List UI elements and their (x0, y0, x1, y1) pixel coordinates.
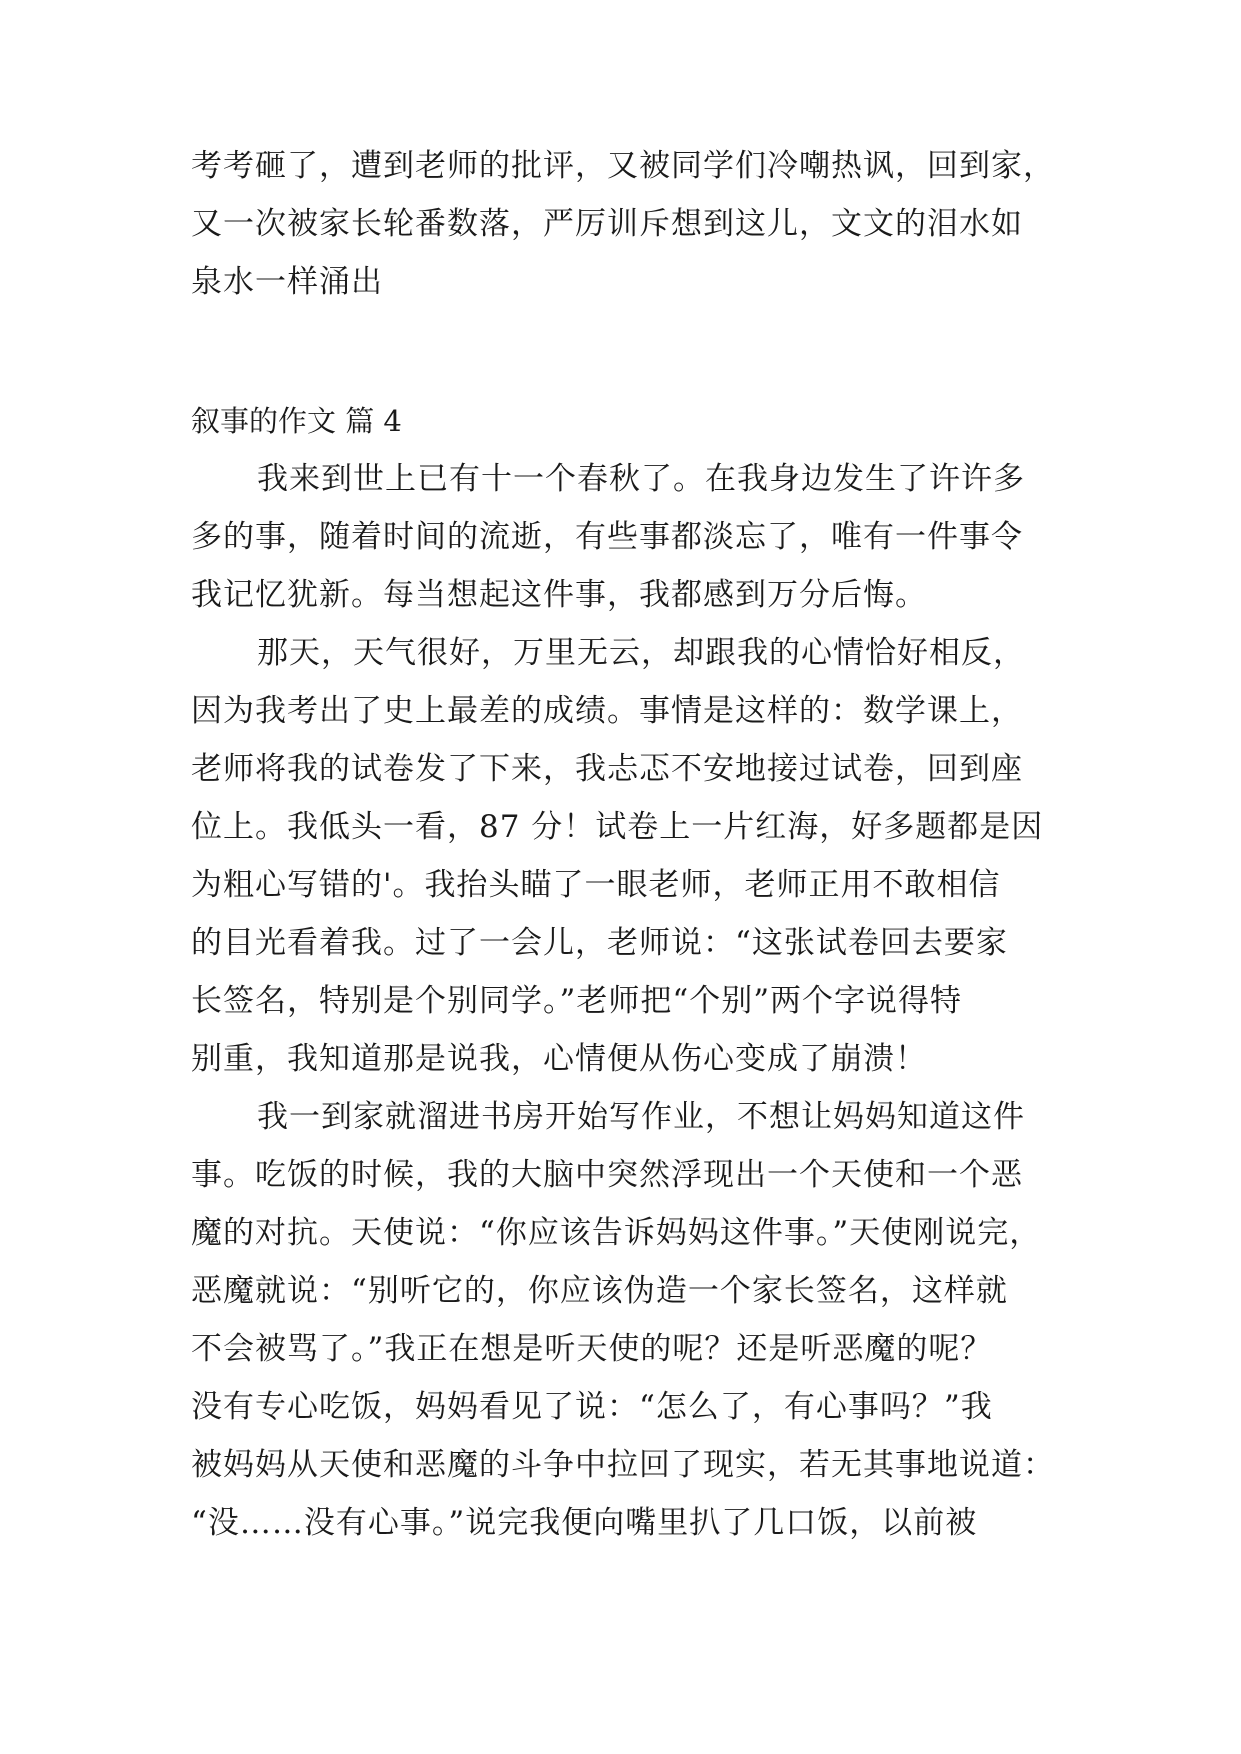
text-line: 为粗心写错的'。我抬头瞄了一眼老师，老师正用不敢相信 (191, 867, 1001, 903)
text-line: 我记忆犹新。每当想起这件事，我都感到万分后悔。 (191, 577, 927, 613)
text-line: 位上。我低头一看，87 分！试卷上一片红海，好多题都是因 (191, 809, 1044, 845)
text-line: 老师将我的试卷发了下来，我忐忑不安地接过试卷，回到座 (191, 751, 1023, 787)
paragraph-2 (191, 624, 1071, 1088)
text-line: 魔的对抗。天使说：“你应该告诉妈妈这件事。”天使刚说完， (191, 1215, 1042, 1251)
text-line: 考考砸了，遭到老师的批评，又被同学们冷嘲热讽，回到家， (191, 148, 1055, 184)
text-line: “没……没有心事。”说完我便向嘴里扒了几口饭，以前被 (191, 1505, 978, 1541)
text-line: 恶魔就说：“别听它的，你应该伪造一个家长签名，这样就 (191, 1273, 1008, 1309)
text-line: 事。吃饭的时候，我的大脑中突然浮现出一个天使和一个恶 (191, 1157, 1023, 1193)
text-line: 没有专心吃饭，妈妈看见了说：“怎么了，有心事吗？”我 (191, 1389, 993, 1425)
text-line: 泉水一样涌出 (191, 264, 383, 300)
text-line: 因为我考出了史上最差的成绩。事情是这样的：数学课上， (191, 693, 1023, 729)
paragraph-3 (191, 1088, 1071, 1552)
paragraph-1 (191, 450, 1071, 624)
text-line: 我来到世上已有十一个春秋了。在我身边发生了许许多 (257, 461, 1025, 497)
text-line: 的目光看着我。过了一会儿，老师说：“这张试卷回去要家 (191, 925, 1008, 961)
text-line: 长签名，特别是个别同学。”老师把“个别”两个字说得特 (191, 983, 963, 1019)
text-line: 那天，天气很好，万里无云，却跟我的心情恰好相反， (257, 635, 1025, 671)
intro-paragraph (191, 137, 1071, 311)
section-heading: 叙事的作文 篇 4 (191, 404, 402, 438)
text-line: 又一次被家长轮番数落，严厉训斥想到这儿，文文的泪水如 (191, 206, 1023, 242)
text-line: 别重，我知道那是说我，心情便从伤心变成了崩溃！ (191, 1041, 927, 1077)
text-line: 多的事，随着时间的流逝，有些事都淡忘了，唯有一件事令 (191, 519, 1023, 555)
text-line: 被妈妈从天使和恶魔的斗争中拉回了现实，若无其事地说道： (191, 1447, 1055, 1483)
text-line: 我一到家就溜进书房开始写作业，不想让妈妈知道这件 (257, 1099, 1025, 1135)
text-line: 不会被骂了。”我正在想是听天使的呢？还是听恶魔的呢？ (191, 1331, 993, 1367)
